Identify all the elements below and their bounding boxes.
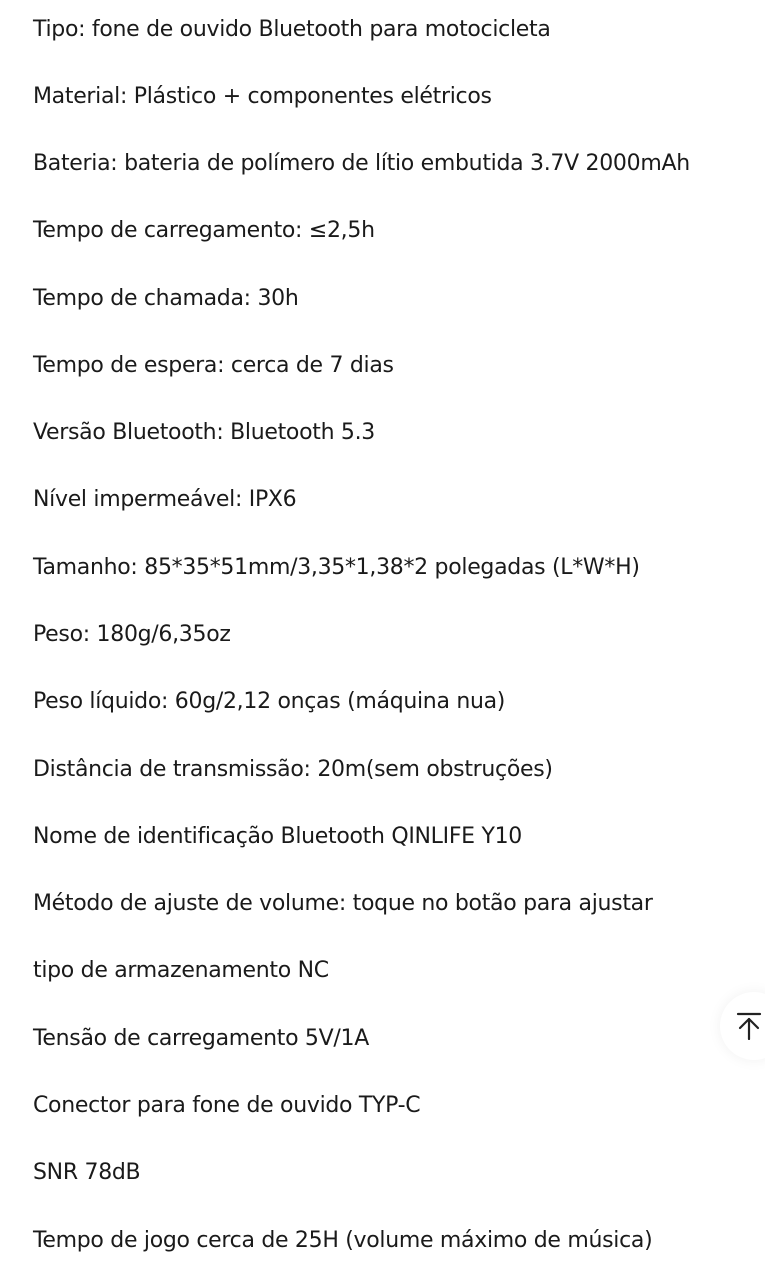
spec-waterproof-level: Nível impermeável: IPX6 [33, 487, 297, 512]
spec-battery: Bateria: bateria de polímero de lítio embutida 3.7V 2000mAh [33, 151, 690, 176]
spec-bluetooth-version: Versão Bluetooth: Bluetooth 5.3 [33, 420, 376, 445]
spec-weight: Peso: 180g/6,35oz [33, 622, 231, 647]
back-to-top-button[interactable] [720, 992, 765, 1060]
spec-bluetooth-name: Nome de identificação Bluetooth QINLIFE Y10 [33, 824, 523, 849]
spec-standby-time: Tempo de espera: cerca de 7 dias [33, 353, 394, 378]
spec-size: Tamanho: 85*35*51mm/3,35*1,38*2 polegadas (L*W*H) [33, 555, 640, 580]
arrow-up-to-line-icon [736, 1012, 762, 1040]
spec-type: Tipo: fone de ouvido Bluetooth para motocicleta [33, 17, 551, 42]
spec-connector: Conector para fone de ouvido TYP-C [33, 1093, 421, 1118]
spec-charging-time: Tempo de carregamento: ≤2,5h [33, 218, 375, 243]
spec-transmission-distance: Distância de transmissão: 20m(sem obstruções) [33, 757, 553, 782]
spec-play-time: Tempo de jogo cerca de 25H (volume máximo de música) [33, 1228, 653, 1253]
spec-charging-voltage: Tensão de carregamento 5V/1A [33, 1026, 369, 1051]
spec-net-weight: Peso líquido: 60g/2,12 onças (máquina nua) [33, 689, 506, 714]
spec-talk-time: Tempo de chamada: 30h [33, 286, 299, 311]
spec-material: Material: Plástico + componentes elétricos [33, 84, 492, 109]
spec-volume-method: Método de ajuste de volume: toque no botão para ajustar [33, 891, 653, 916]
spec-snr: SNR 78dB [33, 1160, 141, 1185]
spec-storage-type: tipo de armazenamento NC [33, 958, 329, 983]
